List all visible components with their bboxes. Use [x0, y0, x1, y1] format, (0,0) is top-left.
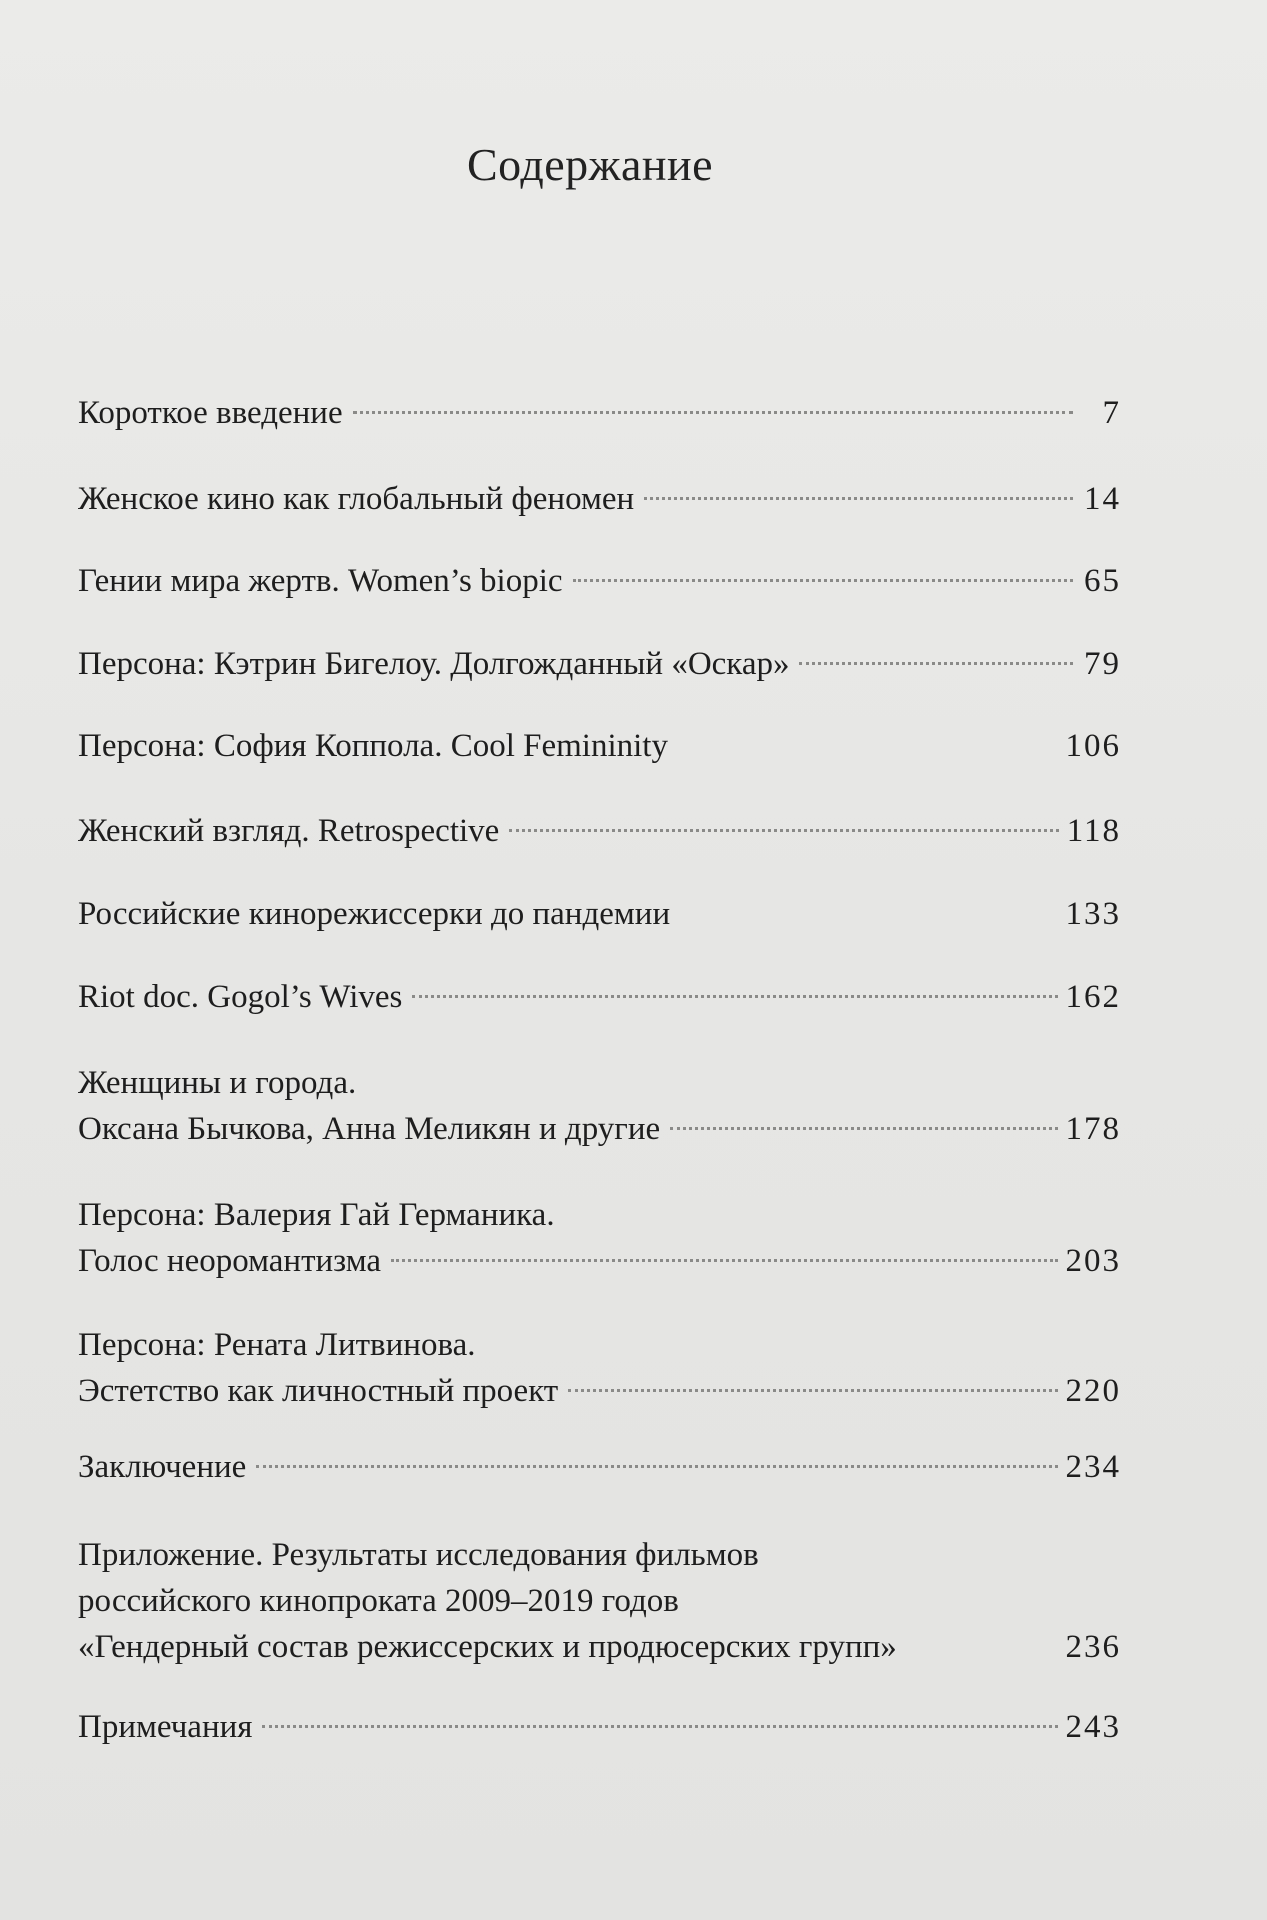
toc-page-number: 234 — [1065, 1449, 1121, 1485]
toc-entry — [78, 808, 1121, 854]
dot-leader — [670, 1127, 1057, 1130]
toc-entry — [78, 1444, 1121, 1490]
toc-entry — [78, 390, 1121, 436]
toc-page-number: 203 — [1065, 1243, 1121, 1279]
toc-page-number: 178 — [1065, 1111, 1121, 1147]
dot-leader — [391, 1259, 1057, 1262]
toc-entry — [78, 641, 1121, 687]
toc-entry — [78, 1060, 1121, 1152]
toc-entry-title: Российские кинорежиссерки до пандемии — [78, 896, 671, 932]
toc-entry — [78, 558, 1121, 604]
toc-entry-title: Голос неоромантизма — [78, 1243, 382, 1279]
toc-entry-title: Заключение — [78, 1449, 247, 1485]
toc-page-number: 162 — [1065, 979, 1121, 1015]
toc-entry-title: Гении мира жертв. Women’s biopic — [78, 563, 563, 599]
toc-page-number: 236 — [1065, 1629, 1121, 1665]
toc-entry — [78, 723, 1121, 769]
toc-entry-title-line: Женщины и города. — [78, 1065, 357, 1101]
dot-leader — [509, 829, 1058, 832]
toc-entry — [78, 1192, 1121, 1284]
toc-page-number: 65 — [1084, 563, 1121, 599]
toc-entry-title-line: российского кинопроката 2009–2019 годов — [78, 1583, 679, 1619]
toc-page-number: 220 — [1065, 1373, 1121, 1409]
toc-entry-title: Эстетство как личностный проект — [78, 1373, 559, 1409]
toc-entry — [78, 974, 1121, 1020]
toc-entry — [78, 891, 1121, 937]
toc-page-number: 118 — [1066, 813, 1121, 849]
toc-entry-title: Примечания — [78, 1709, 253, 1745]
toc-entry-title-line: Персона: Рената Литвинова. — [78, 1327, 476, 1363]
page-title: Содержание — [466, 139, 714, 190]
dot-leader — [644, 497, 1073, 500]
toc-entry-title: Персона: София Коппола. Cool Femininity — [78, 728, 668, 764]
toc-entry-title: Короткое введение — [78, 395, 343, 431]
toc-entry — [78, 1532, 1121, 1670]
toc-entry — [78, 476, 1121, 522]
dot-leader — [412, 995, 1057, 998]
toc-entry-title: Женский взгляд. Retrospective — [78, 813, 500, 849]
toc-page-number: 106 — [1065, 728, 1121, 764]
dot-leader — [353, 411, 1073, 414]
toc-entry-title: «Гендерный состав режиссерских и продюсерских групп» — [78, 1629, 897, 1665]
toc-entry — [78, 1704, 1121, 1750]
toc-page-number: 133 — [1065, 896, 1121, 932]
toc-entry-title: Riot doc. Gogol’s Wives — [78, 979, 403, 1015]
toc-entry-title-line: Приложение. Результаты исследования фильмов — [78, 1537, 759, 1573]
dot-leader — [573, 579, 1073, 582]
toc-entry-title: Персона: Кэтрин Бигелоу. Долгожданный «Оскар» — [78, 646, 790, 682]
toc-page-number: 7 — [1102, 395, 1121, 431]
toc-page-number: 79 — [1084, 646, 1121, 682]
dot-leader — [256, 1465, 1057, 1468]
dot-leader — [568, 1389, 1057, 1392]
toc-entry-title: Оксана Бычкова, Анна Меликян и другие — [78, 1111, 661, 1147]
toc-entry — [78, 1322, 1121, 1414]
dot-leader — [262, 1725, 1057, 1728]
dot-leader — [799, 662, 1073, 665]
toc-page-number: 14 — [1084, 481, 1121, 517]
toc-page-number: 243 — [1065, 1709, 1121, 1745]
toc-entry-title: Женское кино как глобальный феномен — [78, 481, 635, 517]
toc-entry-title-line: Персона: Валерия Гай Германика. — [78, 1197, 555, 1233]
